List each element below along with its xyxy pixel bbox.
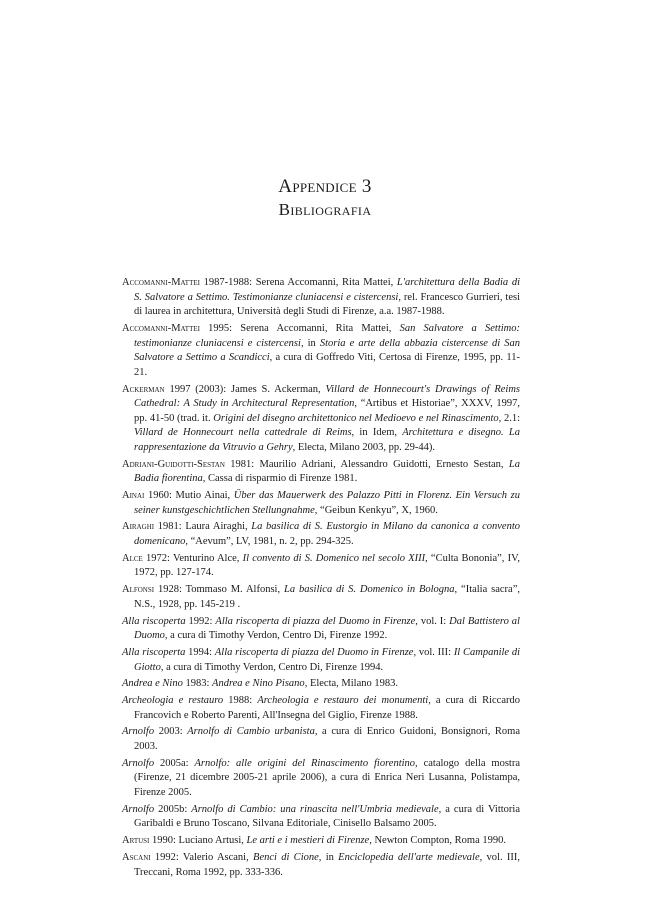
bibliography-entry — [122, 615, 520, 644]
entry-title: Andrea e Nino Pisano — [212, 678, 305, 690]
entry-text: 1981: Laura Airaghi, — [154, 521, 252, 533]
entry-title: La basilica di S. Domenico in Bologna — [283, 584, 455, 596]
entry-key: Andrea e Nino — [122, 678, 183, 690]
bibliography-entry — [122, 583, 520, 612]
entry-text: , rel. Francesco Gurrieri, tesi di laurea in architettura, Università degli Studi di Firenze, a.a. 1987-1988. — [134, 291, 520, 318]
bibliography-entry — [122, 851, 520, 880]
entry-key: Adriani-Guidotti-Sestan — [122, 458, 225, 470]
entry-key: Ascani — [122, 851, 151, 863]
appendix-heading — [0, 175, 650, 221]
bibliography-entry — [122, 552, 520, 581]
entry-title: La basilica di S. Eustorgio in Milano da canonica a convento domenicano — [134, 521, 520, 548]
entry-key: Ainai — [122, 490, 145, 502]
entry-title: Arnolfo di Cambio: una rinascita nell'Umbria medievale — [191, 803, 439, 815]
entry-text: , in Idem, — [351, 427, 403, 439]
entry-text: , “Culta Bononia”, IV, 1972, pp. 127-174. — [134, 552, 520, 579]
bibliography-entry — [122, 757, 520, 801]
entry-title: Le arti e i mestieri di Firenze — [246, 835, 370, 847]
entry-text: , a cura di Goffredo Viti, Certosa di Firenze, 1995, pp. 11-21. — [134, 352, 520, 378]
entry-text: 1987-1988: Serena Accomanni, Rita Mattei, — [199, 277, 397, 288]
entry-text: , Electa, Milano 1983. — [304, 678, 398, 690]
bibliography-entry — [122, 489, 520, 518]
entry-key: Alfonsi — [122, 584, 155, 596]
entry-title: Villard de Honnecourt nella cattedrale di Reims — [134, 427, 352, 439]
entry-text: , Cassa di risparmio di Firenze 1981. — [202, 473, 358, 485]
bibliography-list — [122, 276, 520, 882]
bibliography-entry — [122, 520, 520, 549]
entry-title: Arnolfo: alle origini del Rinascimento fiorentino — [194, 757, 416, 769]
entry-text: , vol. I: — [415, 615, 450, 627]
entry-text: 1983: — [182, 678, 213, 690]
appendix-title: Appendice 3 — [278, 176, 372, 197]
entry-key: Airaghi — [122, 521, 155, 533]
entry-text: , “Aevum”, LV, 1981, n. 2, pp. 294-325. — [185, 536, 354, 548]
entry-key: Alla riscoperta — [122, 646, 186, 658]
entry-title: Storia e arte della abbazia cistercense di San Salvatore a Settimo a Scandicci — [134, 337, 520, 364]
entry-key: Arnolfo — [122, 803, 155, 815]
entry-text: 2003: — [154, 726, 188, 738]
entry-text: , vol. III, Treccani, Roma 1992, pp. 333-336. — [134, 851, 520, 878]
entry-text: , in — [300, 337, 320, 349]
entry-text: , “Artibus et Historiae”, XXXV, 1997, pp. 41-50 (trad. it. — [134, 398, 520, 424]
entry-key: Alla riscoperta — [122, 615, 186, 627]
entry-text: 1997 (2003): James S. Ackerman, — [164, 383, 326, 395]
bibliography-entry — [122, 276, 520, 320]
bibliography-entry — [122, 677, 520, 692]
entry-title: Archeologia e restauro dei monumenti — [257, 695, 429, 707]
entry-key: Arnolfo — [122, 757, 155, 769]
entry-text: 1990: Luciano Artusi, — [149, 835, 247, 847]
entry-title: Alla riscoperta di piazza del Duomo in Firenze — [215, 615, 416, 627]
entry-text: , 2.1: — [498, 412, 521, 424]
entry-text: 1960: Mutio Ainai, — [144, 490, 234, 502]
entry-text: 1988: — [223, 695, 258, 707]
entry-title: Alla riscoperta di piazza del Duomo in Firenze — [214, 646, 414, 658]
entry-key: Alce — [122, 552, 143, 564]
entry-text: , a cura di Enrico Guidoni, Bonsignori, Roma 2003. — [134, 726, 521, 753]
entry-text: 1972: Venturino Alce, — [142, 552, 243, 564]
entry-title: Enciclopedia dell'arte medievale — [338, 851, 480, 863]
entry-text: 1992: Valerio Ascani, — [150, 851, 254, 863]
bibliography-entry — [122, 694, 520, 723]
entry-title: Dal Battistero al Duomo — [134, 615, 520, 642]
entry-text: , “Geibun Kenkyu”, X, 1960. — [314, 504, 438, 516]
entry-title: Architettura e disegno. La rappresentazione da Vitruvio a Gehry — [134, 427, 520, 453]
bibliography-entry — [122, 322, 520, 380]
entry-title: Benci di Cione — [253, 851, 319, 863]
appendix-subtitle: Bibliografia — [278, 200, 372, 219]
bibliography-entry — [122, 803, 520, 832]
entry-text: , a cura di Timothy Verdon, Centro Di, Firenze 1992. — [164, 630, 388, 642]
bibliography-entry — [122, 834, 520, 849]
entry-text: , Electa, Milano 2003, pp. 29-44). — [292, 441, 435, 453]
entry-text: 1992: — [185, 615, 216, 627]
entry-text: , “Italia sacra”, N.S., 1928, pp. 145-219 . — [134, 584, 520, 610]
entry-text: , a cura di Riccardo Francovich e Roberto Parenti, All'Insegna del Giglio, Firenze 1988. — [134, 695, 521, 721]
entry-text: , vol. III: — [413, 646, 454, 658]
entry-title: Über das Mauerwerk des Palazzo Pitti in Florenz. Ein Versuch zu seiner kunstgeschichtlichen Stellungnahme — [134, 490, 520, 516]
entry-text: 1994: — [185, 646, 215, 658]
bibliography-entry — [122, 458, 520, 487]
entry-text: 2005b: — [154, 803, 192, 815]
entry-title: San Salvatore a Settimo: testimonianze cluniacensi e cistercensi — [134, 322, 520, 349]
entry-title: Il Campanile di Giotto — [134, 646, 520, 673]
bibliography-entry — [122, 646, 520, 675]
entry-text: 1981: Maurilio Adriani, Alessandro Guidotti, Ernesto Sestan, — [224, 458, 509, 470]
bibliography-entry — [122, 383, 520, 456]
entry-title: Arnolfo di Cambio urbanista — [187, 726, 315, 738]
entry-key: Archeologia e restauro — [122, 695, 224, 707]
bibliography-entry — [122, 725, 520, 754]
entry-title: Il convento di S. Domenico nel secolo XIII — [242, 552, 426, 564]
entry-title: L'architettura della Badia di S. Salvatore a Settimo. Testimonianze cluniacensi e cistercensi — [134, 277, 520, 303]
entry-key: Artusi — [122, 835, 150, 847]
entry-text: , in — [318, 851, 339, 863]
entry-text: , a cura di Timothy Verdon, Centro Di, Firenze 1994. — [160, 661, 384, 673]
entry-text: 1995: Serena Accomanni, Rita Mattei, — [199, 322, 400, 334]
entry-title: Origini del disegno architettonico nel Medioevo e nel Rinascimento — [213, 412, 499, 424]
entry-key: Arnolfo — [122, 726, 155, 738]
entry-key: Ackerman — [122, 383, 165, 395]
entry-text: 2005a: — [154, 757, 195, 769]
entry-text: , a cura di Vittoria Garibaldi e Bruno Toscano, Silvana Editoriale, Cinisello Balsamo 2005. — [134, 803, 521, 830]
entry-key: Accomanni-Mattei — [122, 277, 200, 288]
entry-key: Accomanni-Mattei — [122, 322, 200, 334]
entry-text: 1928: Tommaso M. Alfonsi, — [154, 584, 284, 596]
entry-title: Villard de Honnecourt's Drawings of Reims Cathedral: A Study in Architectural Representation — [134, 383, 520, 410]
entry-text: , catalogo della mostra (Firenze, 21 dicembre 2005-21 aprile 2006), a cura di Enrica Neri Lusanna, Polistampa, Firenze 2005. — [134, 757, 520, 799]
entry-text: , Newton Compton, Roma 1990. — [369, 835, 506, 847]
entry-title: La Badia fiorentina — [134, 458, 520, 485]
